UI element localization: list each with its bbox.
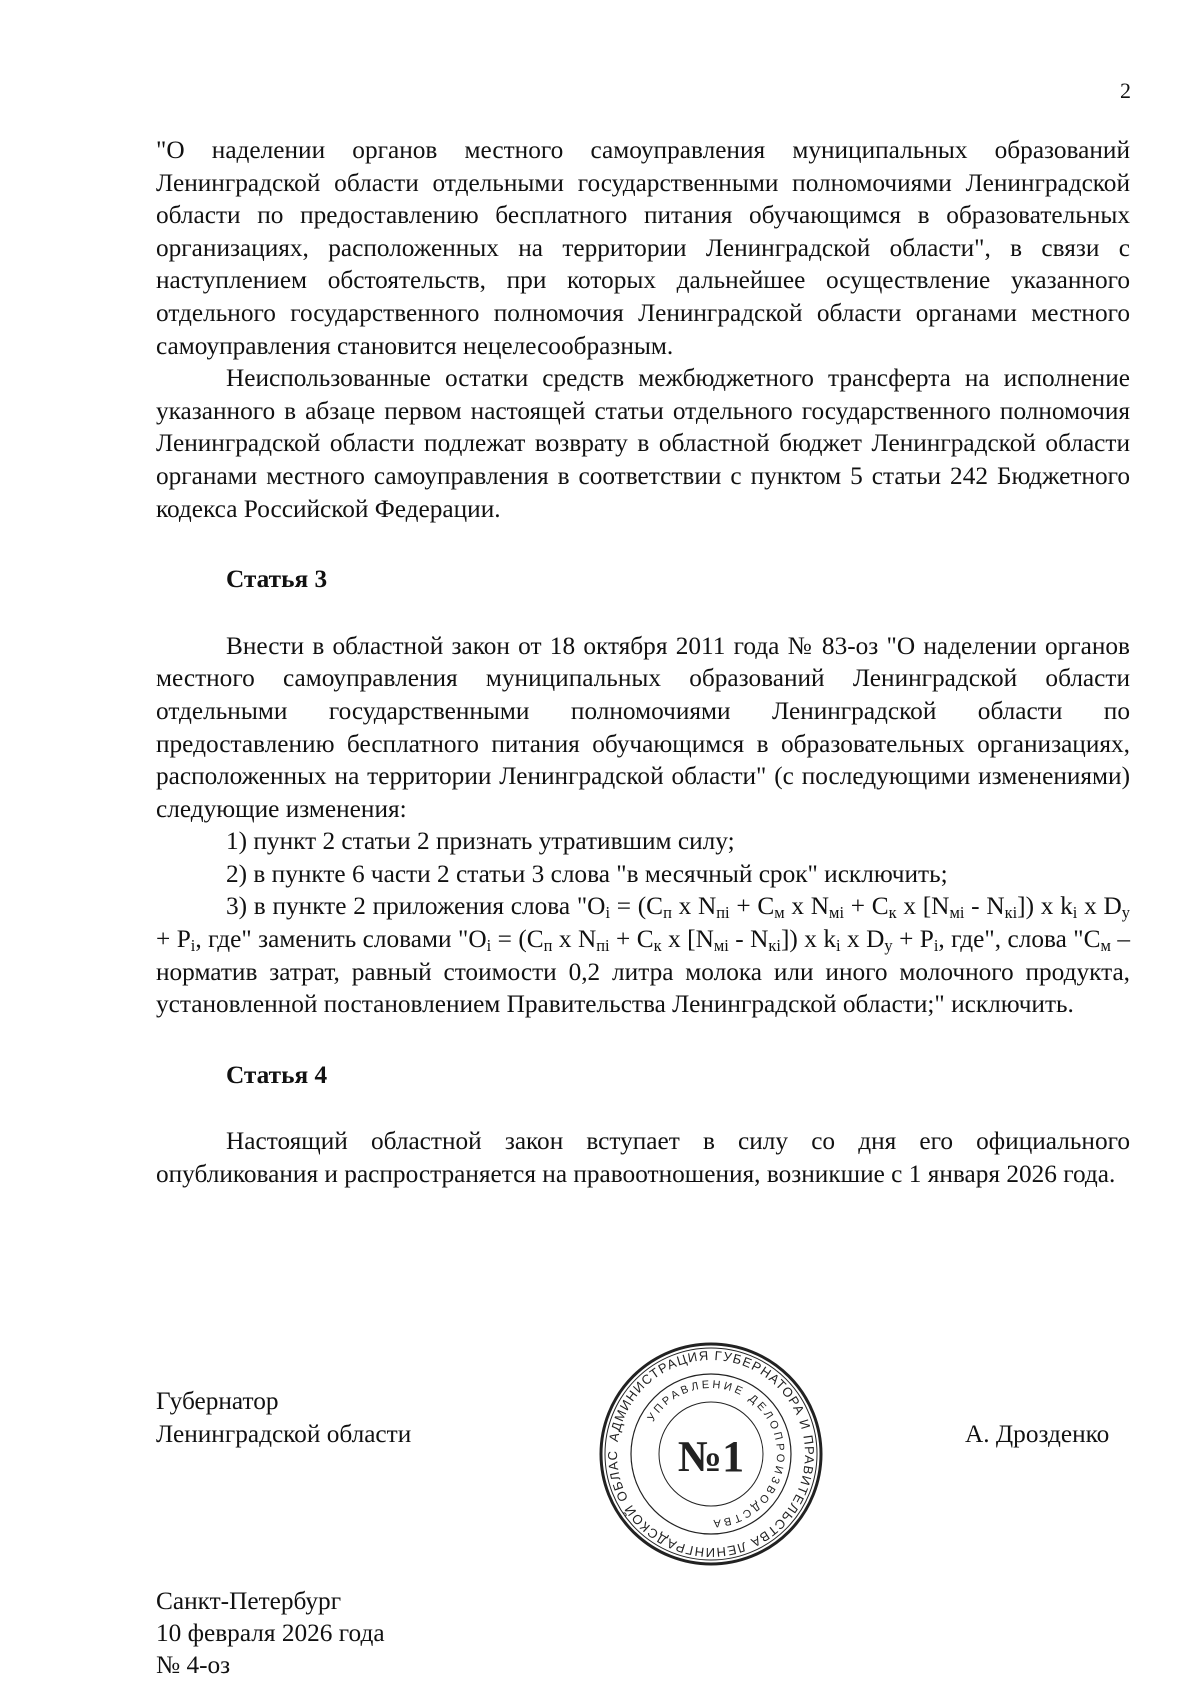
signatory-title-line-2: Ленинградской области: [156, 1420, 412, 1448]
city: Санкт-Петербург: [156, 1587, 342, 1615]
official-seal: [597, 1340, 825, 1568]
date: 10 февраля 2026 года: [156, 1619, 385, 1647]
page-number: 2: [1120, 78, 1131, 103]
article-4-text: Настоящий областной закон вступает в силу со дня его официального опубликования и распространяется на правоотношения, возникшие с 1 января 2026 года.: [156, 1127, 1130, 1189]
seal-center-text: №1: [677, 1432, 745, 1481]
seal-graphic: [597, 1340, 825, 1568]
seal-outer-text: АДМИНИСТРАЦИЯ ГУБЕРНАТОРА И ПРАВИТЕЛЬСТВА ЛЕНИНГРАДСКОЙ ОБЛАС: [604, 1347, 818, 1561]
document-body: [156, 134, 1130, 1191]
article-3-heading: Статья 3: [226, 565, 328, 594]
signatory-name: А. Дрозденко: [965, 1420, 1110, 1448]
signatory-title-line-1: Губернатор: [156, 1387, 279, 1415]
intro-paragraph-2: Неиспользованные остатки средств межбюджетного трансферта на исполнение указанного в абзаце первом настоящей статьи отдельного государственного полномочия Ленинградской области подлежат возврату в областной бюджет Ленинградской области органами местного самоуправления в соответствии с пунктом 5 статьи 242 Бюджетного кодекса Российской Федерации.: [156, 364, 1130, 523]
article-3-item-1: 1) пункт 2 статьи 2 признать утратившим силу;: [226, 827, 735, 856]
law-number: № 4-оз: [156, 1651, 231, 1679]
article-3-intro: Внести в областной закон от 18 октября 2011 года № 83-оз "О наделении органов местного самоуправления муниципальных образований Ленинградской области отдельными государственными полномочиями Ленинградской области по предоставлению бесплатного питания обучающимся в образовательных организациях, расположенных на территории Ленинградской области" (с последующими изменениями) следующие изменения:: [156, 631, 1130, 823]
article-4-heading: Статья 4: [226, 1060, 328, 1089]
article-3-item-3: 3) в пункте 2 приложения слова "$O_i = (C_п$ x $N_{пi} + C_м$ x $N_{мi} + C_к$ x $[N_{мi} - N_{кi}]$) x $k_i$ x $D_у + P_i$, где" заменить словами "$O_i = (C_п$ x $N_{пi} + C_к$ x $[N_{мi} - N_{кi}]$) x $k_i$ x $D_у + P_i$, где", слова "$C_м$ – норматив затрат, равный стоимости 0,2 литра молока или иного молочного продукта, установленной постановлением Правительства Ленинградской области;" исключить.: [156, 892, 1130, 1019]
seal-inner-text: УПРАВЛЕНИЕ ДЕЛОПРОИЗВОДСТВА: [645, 1378, 787, 1530]
article-3-item-2: 2) в пункте 6 части 2 статьи 3 слова "в месячный срок" исключить;: [226, 859, 948, 888]
place-date-block: [156, 1585, 385, 1681]
intro-paragraph-1: "О наделении органов местного самоуправления муниципальных образований Ленинградской области отдельными государственными полномочиями Ленинградской области по предоставлению бесплатного питания обучающимся в образовательных организациях, расположенных на территории Ленинградской области", в связи с наступлением обстоятельств, при которых дальнейшее осуществление указанного отдельного государственного полномочия Ленинградской области органами местного самоуправления становится нецелесообразным.: [156, 136, 1130, 360]
signatory-title: [156, 1385, 411, 1451]
